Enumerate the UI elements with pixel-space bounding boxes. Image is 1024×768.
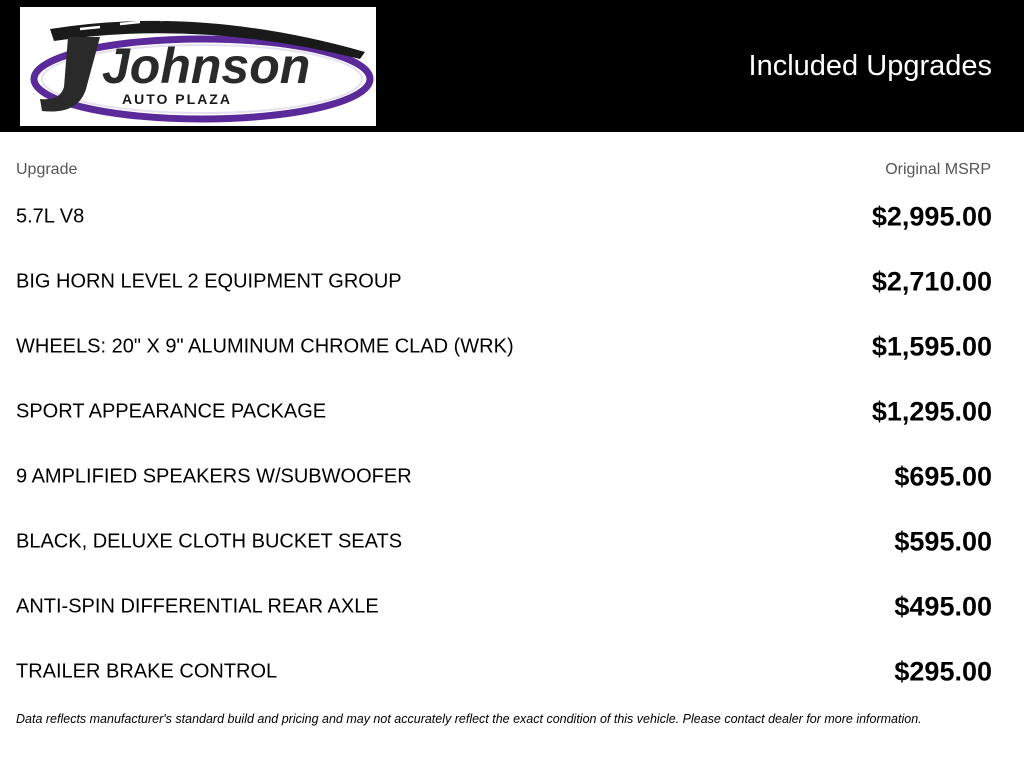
upgrade-row bbox=[16, 262, 992, 302]
upgrade-row bbox=[16, 587, 992, 627]
upgrade-price: $495.00 bbox=[894, 591, 992, 622]
upgrade-row bbox=[16, 327, 992, 367]
column-header-upgrade: Upgrade bbox=[16, 161, 78, 178]
upgrade-row bbox=[16, 392, 992, 432]
upgrade-price: $595.00 bbox=[894, 526, 992, 557]
upgrade-name: 5.7L V8 bbox=[16, 205, 85, 228]
dealer-logo bbox=[20, 7, 376, 126]
upgrade-name: BLACK, DELUXE CLOTH BUCKET SEATS bbox=[16, 530, 403, 553]
upgrade-price: $695.00 bbox=[894, 461, 992, 492]
logo-brand-text: Johnson bbox=[102, 38, 311, 94]
column-header-msrp: Original MSRP bbox=[885, 161, 991, 178]
disclaimer-text: Data reflects manufacturer's standard build and pricing and may not accurately reflect the exact condition of this vehicle. Please contact dealer for more information. bbox=[16, 712, 922, 726]
upgrade-name: TRAILER BRAKE CONTROL bbox=[16, 660, 278, 683]
upgrade-name: ANTI-SPIN DIFFERENTIAL REAR AXLE bbox=[16, 595, 379, 618]
upgrade-price: $2,710.00 bbox=[871, 266, 992, 297]
upgrade-row bbox=[16, 522, 992, 562]
upgrade-name: WHEELS: 20" X 9" ALUMINUM CHROME CLAD (WRK) bbox=[16, 335, 514, 358]
page-title: Included Upgrades bbox=[748, 50, 992, 82]
upgrade-row bbox=[16, 457, 992, 497]
upgrade-name: SPORT APPEARANCE PACKAGE bbox=[16, 400, 327, 423]
upgrade-price: $1,295.00 bbox=[871, 396, 992, 427]
upgrade-price: $295.00 bbox=[894, 656, 992, 687]
upgrade-name: 9 AMPLIFIED SPEAKERS W/SUBWOOFER bbox=[16, 465, 412, 488]
upgrade-price: $1,595.00 bbox=[871, 331, 992, 362]
upgrade-name: BIG HORN LEVEL 2 EQUIPMENT GROUP bbox=[16, 270, 402, 293]
upgrade-row bbox=[16, 197, 992, 237]
upgrade-price: $2,995.00 bbox=[871, 201, 992, 232]
header-bar bbox=[0, 0, 1024, 132]
johnson-logo-graphic bbox=[20, 7, 376, 126]
upgrade-row bbox=[16, 652, 992, 692]
logo-subtitle-text: AUTO PLAZA bbox=[122, 91, 232, 107]
